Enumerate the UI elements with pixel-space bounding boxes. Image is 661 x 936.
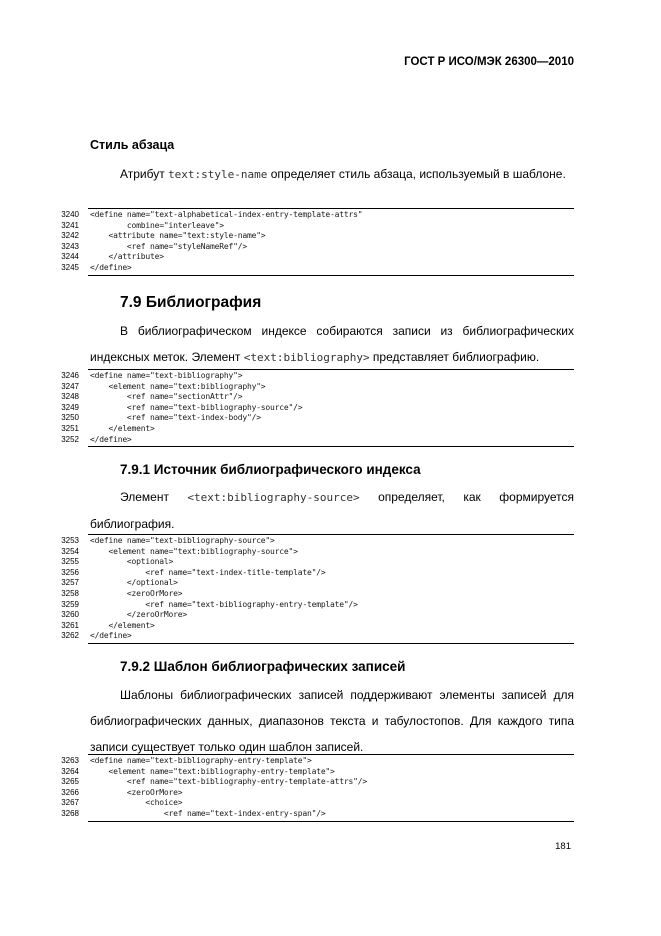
code-text: </attribute> xyxy=(90,252,164,262)
line-number: 3255 xyxy=(61,557,79,567)
code-line xyxy=(52,557,574,568)
code-text: <choice> xyxy=(90,798,183,808)
line-number: 3248 xyxy=(61,392,79,402)
code-line xyxy=(52,767,574,778)
code-block xyxy=(52,208,574,275)
code-line xyxy=(52,252,574,263)
code-line xyxy=(52,756,574,767)
document-header: ГОСТ Р ИСО/МЭК 26300—2010 xyxy=(404,56,574,68)
line-number: 3261 xyxy=(61,620,79,630)
code-line xyxy=(52,382,574,393)
page-number: 181 xyxy=(555,841,571,852)
line-number: 3262 xyxy=(61,631,79,641)
code-line xyxy=(52,242,574,253)
line-number: 3260 xyxy=(61,610,79,620)
code-line xyxy=(52,610,574,621)
line-number: 3243 xyxy=(61,241,79,251)
line-number: 3242 xyxy=(61,231,79,241)
line-number: 3249 xyxy=(61,402,79,412)
inline-code: <text:bibliography-source> xyxy=(187,491,360,504)
line-number: 3254 xyxy=(61,546,79,556)
code-line xyxy=(52,777,574,788)
line-number: 3265 xyxy=(61,777,79,787)
line-number: 3263 xyxy=(61,756,79,765)
line-number: 3240 xyxy=(61,210,79,219)
code-line xyxy=(52,631,574,642)
code-block xyxy=(52,754,574,821)
code-text: <ref name="text-index-entry-span"/> xyxy=(90,808,326,818)
text-run: Элемент xyxy=(120,490,188,504)
code-top-rule xyxy=(88,208,574,209)
line-number: 3258 xyxy=(61,588,79,598)
code-block xyxy=(52,534,574,643)
code-text: <element name="text:bibliography-entry-template"> xyxy=(90,766,335,776)
line-number: 3247 xyxy=(61,381,79,391)
code-text: </define> xyxy=(90,434,132,444)
code-line xyxy=(52,424,574,435)
code-text: <element name="text:bibliography-source"> xyxy=(90,546,298,556)
code-text: <ref name="text-bibliography-source"/> xyxy=(90,402,303,412)
code-bottom-rule xyxy=(88,643,574,644)
code-text: </element> xyxy=(90,620,155,630)
text-run: Атрибут xyxy=(120,167,169,181)
line-number: 3259 xyxy=(61,599,79,609)
line-number: 3241 xyxy=(61,220,79,230)
code-top-rule xyxy=(88,534,574,535)
code-line xyxy=(52,809,574,820)
line-number: 3250 xyxy=(61,413,79,423)
code-line xyxy=(52,221,574,232)
line-number: 3266 xyxy=(61,787,79,797)
code-text: <ref name="text-bibliography-entry-template"/> xyxy=(90,599,358,609)
code-text: <ref name="sectionAttr"/> xyxy=(90,392,243,402)
code-bottom-rule xyxy=(88,821,574,822)
code-bottom-rule xyxy=(88,275,574,276)
line-number: 3256 xyxy=(61,567,79,577)
code-line xyxy=(52,435,574,446)
code-top-rule xyxy=(88,754,574,755)
inline-code: text:style-name xyxy=(168,168,268,181)
text-run: определяет стиль абзаца, используемый в шаблоне. xyxy=(267,167,566,181)
code-text: <optional> xyxy=(90,557,174,567)
code-text: </optional> xyxy=(90,578,178,588)
heading-bibliography: 7.9 Библиография xyxy=(120,294,262,311)
line-number: 3264 xyxy=(61,766,79,776)
code-line xyxy=(52,210,574,221)
paragraph-bibliography-text xyxy=(90,318,574,371)
code-line xyxy=(52,547,574,558)
code-text: <ref name="text-index-body"/> xyxy=(90,413,261,423)
code-line xyxy=(52,578,574,589)
line-number: 3257 xyxy=(61,578,79,588)
code-line xyxy=(52,536,574,547)
inline-code: <text:bibliography> xyxy=(243,351,370,364)
line-number: 3244 xyxy=(61,252,79,262)
code-line xyxy=(52,568,574,579)
code-text: <define name="text-alphabetical-index-entry-template-attrs" xyxy=(90,210,363,219)
line-number: 3267 xyxy=(61,798,79,808)
paragraph-bibliography-source-text xyxy=(90,484,574,537)
code-line xyxy=(52,413,574,424)
code-line xyxy=(52,371,574,382)
code-text: <element name="text:bibliography"> xyxy=(90,381,266,391)
heading-paragraph-style: Стиль абзаца xyxy=(90,138,175,152)
code-text: </define> xyxy=(90,631,132,641)
code-text: <attribute name="text:style-name"> xyxy=(90,231,266,241)
code-text: <define name="text-bibliography"> xyxy=(90,371,243,380)
code-line xyxy=(52,621,574,632)
text-run: определяет, как формируется библиография. xyxy=(90,490,574,531)
line-number: 3245 xyxy=(61,262,79,272)
code-text: </element> xyxy=(90,423,155,433)
code-text: <define name="text-bibliography-entry-template"> xyxy=(90,756,312,765)
code-text: <zeroOrMore> xyxy=(90,787,183,797)
line-number: 3251 xyxy=(61,423,79,433)
code-text: <ref name="text-index-title-template"/> xyxy=(90,567,326,577)
text-run: Шаблоны библиографических записей поддерживают элементы записей для библиографических данных, диапазонов текста и табулостопов. Для каждого типа записи существует только один шаблон записей. xyxy=(90,688,574,754)
code-line xyxy=(52,231,574,242)
line-number: 3252 xyxy=(61,434,79,444)
paragraph-style-text xyxy=(90,161,574,188)
code-line xyxy=(52,788,574,799)
code-line xyxy=(52,403,574,414)
code-bottom-rule xyxy=(88,446,574,447)
code-text: </define> xyxy=(90,262,132,272)
code-line xyxy=(52,263,574,274)
heading-bibliography-source: 7.9.1 Источник библиографического индекса xyxy=(120,462,421,477)
paragraph-bibliography-entry-template-text xyxy=(90,682,574,760)
line-number: 3253 xyxy=(61,536,79,545)
line-number: 3268 xyxy=(61,808,79,818)
text-run: представляет библиографию. xyxy=(369,350,540,364)
code-block xyxy=(52,369,574,446)
code-line xyxy=(52,600,574,611)
code-text: <ref name="styleNameRef"/> xyxy=(90,241,247,251)
heading-bibliography-entry-template: 7.9.2 Шаблон библиографических записей xyxy=(120,659,406,674)
code-text: <zeroOrMore> xyxy=(90,588,183,598)
code-text: <define name="text-bibliography-source"> xyxy=(90,536,275,545)
code-line xyxy=(52,589,574,600)
code-line xyxy=(52,392,574,403)
line-number: 3246 xyxy=(61,371,79,380)
code-top-rule xyxy=(88,369,574,370)
code-text: combine="interleave"> xyxy=(90,220,224,230)
code-line xyxy=(52,798,574,809)
code-text: </zeroOrMore> xyxy=(90,610,187,620)
text-run: В библиографическом индексе собираются записи из библиографических индексных меток. Элемент xyxy=(90,324,574,364)
code-text: <ref name="text-bibliography-entry-template-attrs"/> xyxy=(90,777,367,787)
